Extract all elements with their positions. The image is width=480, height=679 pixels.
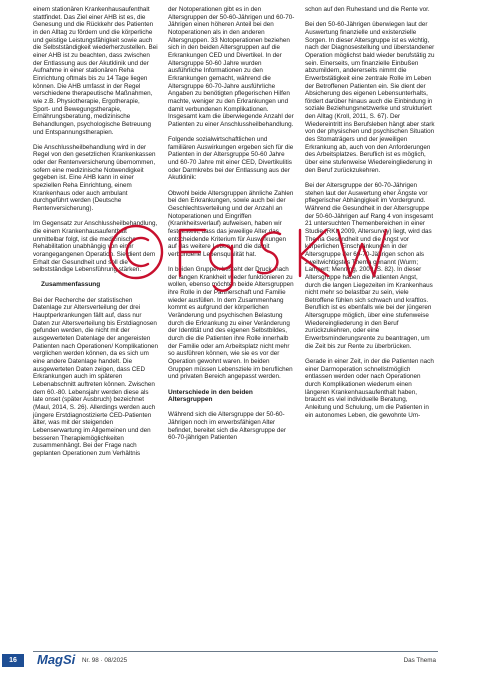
paragraph: Bei der Recherche der statistischen Datenlage zur Altersverteilung der drei Hauptperkrankungen fällt auf, dass nur Daten zur Altersverteilung bis Erstdiagnosen gefunden werden, die nicht mit der ausgewerteten Datenlage der angereisten Patienten nach Operationen/ Komplikationen verglichen werden können, da es sich um eine andere Datenlage handelt. Die ausgewerteten Daten zeigen, dass CED Erkrankungen auch im späteren Lebenabschnitt auftreten können. Zwischen dem 60.-80. Lebensjahr werden diese als late onset (später Ausbruch) bezeichnet (Maul, 2014, S. 26). Allerdings werden auch jüngere Erstdiagnostizierte CED-Patienten älter, was mit der steigenden Lebenserwartung im Allgemeinen und den besseren Therapiemöglichkeiten zusammenhängt. Bei der Frage nach geplanten Operationen zum Verhältnis — [33, 296, 158, 457]
paragraph: einem stationären Krankenhausaufenthalt stattfindet. Das Ziel einer AHB ist es, die Genesung und die Rückkehr des Patienten in den Alltag zu fördern und die körperliche und geistige Leistungsfähigkeit sowie auch die Selbstständigkeit wiederherzustellen. Bei einer AHB ist zu beachten, dass zwischen der Entlassung aus der Akutklinik und der Aufnahme in einer stationären Reha Einrichtung oftmals bis zu 14 Tage liegen können. Die AHB umfasst in der Regel verschiedene therapeutische Maßnahmen, wie z.B. Physiotherapie, Ergotherapie, Sport- und Bewegungstherapie, Ernährungsberatung, medizinische Behandlungen, psychologische Betreuung und Entspannungstherapien. — [33, 6, 158, 136]
text-column-2 — [168, 6, 295, 450]
page-footer — [0, 651, 480, 679]
issue-number: Nr. 98 · 08/2025 — [82, 657, 128, 664]
paragraph: Die Anschlussheilbehandlung wird in der Regel von den gesetzlichen Krankenkassen oder der Rentenversicherung übernommen, sofern eine medizinische Notwendigkeit gegeben ist. Eine AHB kann in einer speziellen Reha Einrichtung, einem Krankenhaus oder auch ambulant durchgeführt werden (Deutsche Rentenversicherung). — [33, 143, 156, 212]
page-number: 16 — [2, 654, 24, 667]
text-column-3 — [305, 6, 435, 427]
paragraph: Im Gegensatz zur Anschlussheilbehandlung, die einem Krankenhausaufenthalt unmittelbar folgt, ist die medizinische Rehabilitation unabhängig von einer vorangegangenen Operation. Sie dient dem Erhalt der Gesundheit und soll die selbstständige Lebensführung stärken. — [33, 220, 158, 274]
paragraph: der Notoperationen gibt es in den Altersgruppen der 50-60-Jährigen und 60-70-Jährigen einen höheren Anteil bei den Notoperationen als in den anderen Altersgruppen. 33 Notoperationen beziehen sich in den beiden Altersgruppen auf die Erkrankungen CED und Divertikel. In der Altersgruppe 50-60 Jahre wurden ausführliche Informationen zu den Erkrankungen gemacht, während die Altersgruppe 60-70-Jahre ausführliche Angaben zu benötigten pflegerischen Hilfen machte, weniger zu den Erkrankungen und damit verbundenen Komplikationen. Insgesamt kam die überwiegende Anzahl der Patienten zu einer Anschlussheilbehandlung. — [168, 6, 295, 128]
paragraph: schon auf den Ruhestand und die Rente vor. — [305, 6, 430, 13]
section-heading: Unterschiede in den beiden Altersgruppen — [168, 388, 253, 404]
footer-divider — [33, 651, 438, 652]
paragraph: Bei der Altersgruppe der 60-70-Jährigen stehen laut der Auswertung eher Ängste vor pflegerischer Abhängigkeit im Vordergrund. Während die Gesundheit in der Altersgruppe der 50-60-Jährigen auf Rang 4 von insgesamt 21 untersuchten Themenbereichen in einer Studie (RKI, 2009, Altersurvey) liegt, wird das Thema Gesundheit und die Angst vor körperlichen Einschränkungen in der Altersgruppe der 60-70-Jährigen schon als zweitwichtigstes Thema genannt (Wurm; Lampert; Menning, 2009, S. 82). In dieser Altersgruppe haben die Patienten Angst, durch die langen Liegezeiten im Krankenhaus nicht mehr so belastbar zu sein, viele Betroffene fühlen sich schwach und kraftlos. Beruflich ist es ebenfalls wie bei der jüngeren Altersgruppe möglich, über eine stufenweise Wiedereingliederung in den Beruf zurückzukehren, oder eine Erwerbsminderungsrente zu beantragen, um die Zeit bis zur Rente zu überbrücken. — [305, 181, 434, 350]
paragraph: In beiden Gruppen besteht der Druck, nach der langen Krankheit wieder funktionieren zu wollen, ebenso möchten beide Altersgruppen ihre Rolle in der Partnerschaft und Familie wieder ausfüllen. In dem Zusammenhang kommt es aufgrund der körperlichen Veränderung und psychischen Belastung durch die Erkrankung zu einer Veränderung der Identität und des eigenen Selbstbildes, durch die die Patienten ihre Rolle innerhalb der Familie oder am Arbeitsplatz nicht mehr so ausführen können, wie sie es vor der Operation gewohnt waren. In beiden Gruppen müssen Lebensziele im beruflichen und privaten Bereich angepasst werden. — [168, 266, 294, 381]
section-heading: Zusammenfassung — [41, 281, 101, 289]
paragraph: Während sich die Altersgruppe der 50-60-Jährigen noch im erwerbsfähigen Alter befindet, bereitet sich die Altersgruppe der 60-70-jährigen Patienten — [168, 411, 286, 442]
text-column-1 — [33, 6, 158, 465]
paragraph: Folgende sozialwirtschaftlichen und familiären Auswirkungen ergeben sich für die Patienten in der Altersgruppe 50-60 Jahre und 60-70 Jahre mit einer CED, Divertikulitis oder Darmkrebs bei der Entlassung aus der Akutklinik: — [168, 136, 294, 182]
paragraph: Bei den 50-60-Jährigen überwiegen laut der Auswertung finanzielle und existenzielle Sorgen. In dieser Altersgruppe ist es wichtig, nach der Diagnosestellung und überstandener Operation möglichst bald wieder berufstätig zu sein. Einerseits, um finanzielle Einbußen abzumildern, andererseits nimmt die Erwerbstätigkeit eine zentrale Rolle im Leben der Betroffenen Patienten ein. Sie dient der Absicherung des eigenen Lebensunterhalts, fördert darüber hinaus auch die Einbindung in soziale Beziehungsnetzwerke und strukturiert den Alltag (Kroll, 2011, S. 67). Der Wiedereintritt ins Berufsleben hängt aber stark von der physischen und psychischen Situation des Stomaträgers und der jeweiligen Erkrankung ab, auch von den Anforderungen des Arbeitsplatzes. Beruflich ist es möglich, über eine stufenweise Wiedereingliederung in den Beruf zurückzukehren. — [305, 21, 435, 174]
paragraph: Gerade in einer Zeit, in der die Patienten nach einer Darmoperation schnellstmöglich entlassen werden oder nach Operationen durch Komplikationen wiederum einen längeren Krankenhausaufenthalt haben, braucht es viel individuelle Beratung, Anleitung und Schulung, um die Patienten in ein autonomes Leben, die gewohnte Um- — [305, 358, 434, 419]
section-label: Das Thema — [403, 657, 436, 664]
magazine-brand: MagSi — [37, 652, 76, 667]
paragraph: Obwohl beide Altersgruppen ähnliche Zahlen bei den Erkrankungen, sowie auch bei der Geschlechtsverteilung und der Anzahl an Notoperationen und Eingriffen (Krankheitsverlauf) aufweisen, haben wir festgestellt, dass das jeweilige Alter das entscheidende Kriterium für Auswirkungen auf das weitere Leben und die damit verbundene Lebensqualität hat. — [168, 189, 294, 258]
